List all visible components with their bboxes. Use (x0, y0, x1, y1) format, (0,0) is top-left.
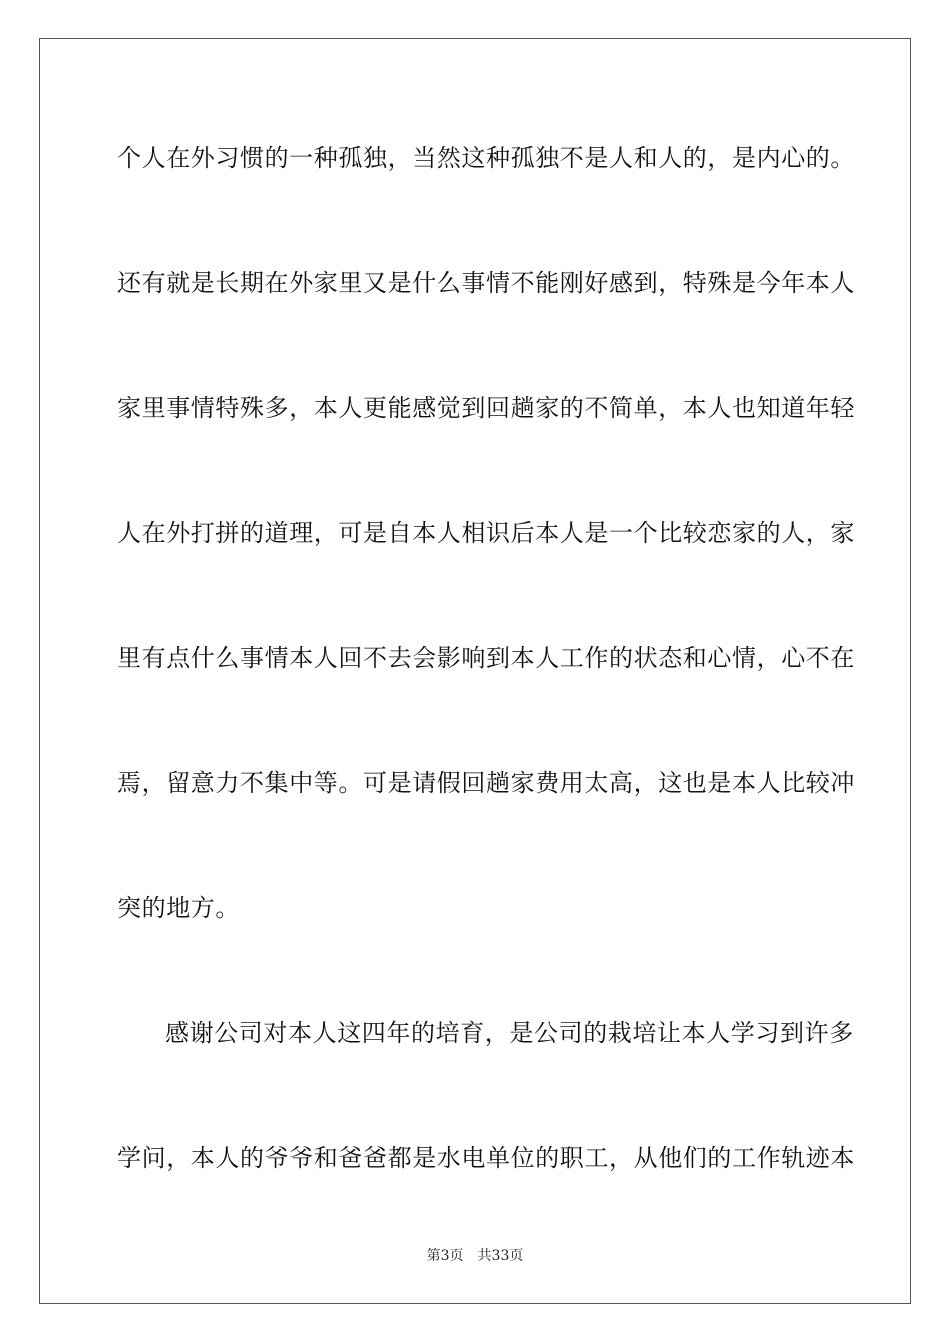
body-text-line-7: 突的地方。 (117, 894, 240, 922)
body-text-line-8-indented: 感谢公司对本人这四年的培育，是公司的栽培让本人学习到许多 (165, 1019, 854, 1047)
body-text-line-9: 学问，本人的爷爷和爸爸都是水电单位的职工，从他们的工作轨迹本 (117, 1144, 855, 1172)
page-number: 第3页 (426, 1248, 464, 1264)
body-text-line-3: 家里事情特殊多，本人更能感觉到回趟家的不简单，本人也知道年轻 (117, 394, 855, 422)
body-text-line-6: 焉，留意力不集中等。可是请假回趟家费用太高，这也是本人比较冲 (117, 769, 855, 797)
body-text-line-2: 还有就是长期在外家里又是什么事情不能刚好感到，特殊是今年本人 (117, 269, 855, 297)
body-text-line-4: 人在外打拼的道理，可是自本人相识后本人是一个比较恋家的人，家 (117, 519, 855, 547)
body-text-line-5: 里有点什么事情本人回不去会影响到本人工作的状态和心情，心不在 (117, 644, 855, 672)
page-footer (0, 1247, 950, 1265)
body-text-line-1: 个人在外习惯的一种孤独，当然这种孤独不是人和人的，是内心的。 (117, 144, 855, 172)
page-total: 共33页 (477, 1248, 524, 1264)
